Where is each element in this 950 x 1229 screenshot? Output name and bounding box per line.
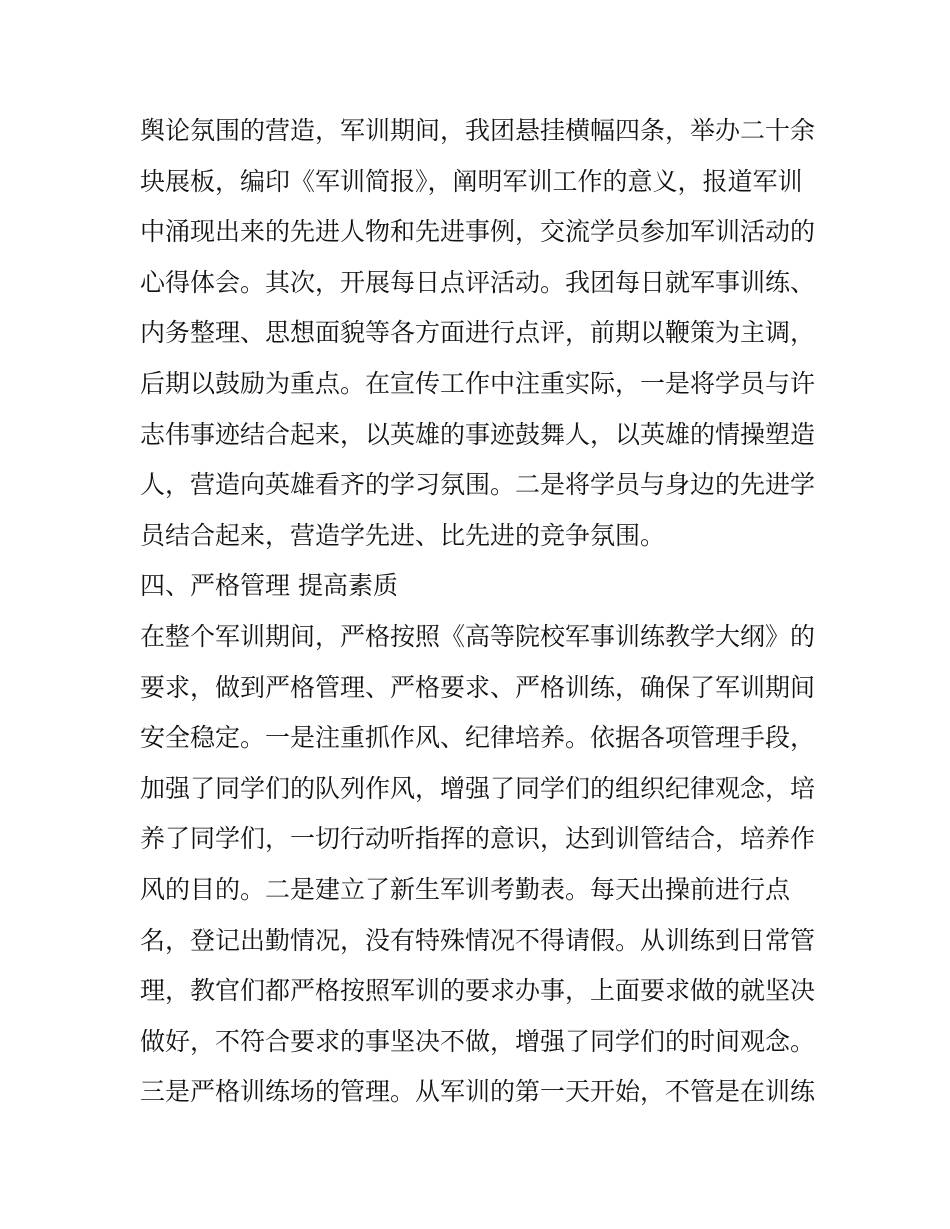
text-line: 志伟事迹结合起来，以英雄的事迹鼓舞人，以英雄的情操塑造: [140, 419, 816, 449]
section-heading: 四、严格管理 提高素质: [140, 571, 398, 601]
text-line: 理，教官们都严格按照军训的要求办事，上面要求做的就坚决: [140, 976, 816, 1006]
text-line: 要求，做到严格管理、严格要求、严格训练，确保了军训期间: [140, 672, 816, 702]
text-line: 风的目的。二是建立了新生军训考勤表。每天出操前进行点: [140, 874, 791, 904]
text-line: 三是严格训练场的管理。从军训的第一天开始，不管是在训练: [140, 1077, 816, 1107]
text-line: 养了同学们，一切行动听指挥的意识，达到训管结合，培养作: [140, 824, 816, 854]
text-line: 后期以鼓励为重点。在宣传工作中注重实际，一是将学员与许: [140, 368, 816, 398]
text-line: 加强了同学们的队列作风，增强了同学们的组织纪律观念，培: [140, 773, 816, 803]
text-line: 安全稳定。一是注重抓作风、纪律培养。依据各项管理手段，: [140, 723, 816, 753]
text-line: 在整个军训期间，严格按照《高等院校军事训练教学大纲》的: [140, 621, 816, 651]
text-line: 内务整理、思想面貌等各方面进行点评，前期以鞭策为主调，: [140, 318, 816, 348]
text-line: 块展板，编印《军训简报》，阐明军训工作的意义，报道军训: [140, 166, 803, 196]
text-line: 中涌现出来的先进人物和先进事例，交流学员参加军训活动的: [140, 217, 816, 247]
text-line: 舆论氛围的营造，军训期间，我团悬挂横幅四条，举办二十余: [140, 116, 816, 145]
body-text: [140, 106, 820, 1118]
text-line: 员结合起来，营造学先进、比先进的竞争氛围。: [140, 520, 666, 550]
text-line: 人，营造向英雄看齐的学习氛围。二是将学员与身边的先进学: [140, 470, 816, 500]
text-line: 名，登记出勤情况，没有特殊情况不得请假。从训练到日常管: [140, 925, 816, 955]
text-line: 做好，不符合要求的事坚决不做，增强了同学们的时间观念。: [140, 1026, 816, 1056]
text-line: 心得体会。其次，开展每日点评活动。我团每日就军事训练、: [140, 267, 816, 297]
